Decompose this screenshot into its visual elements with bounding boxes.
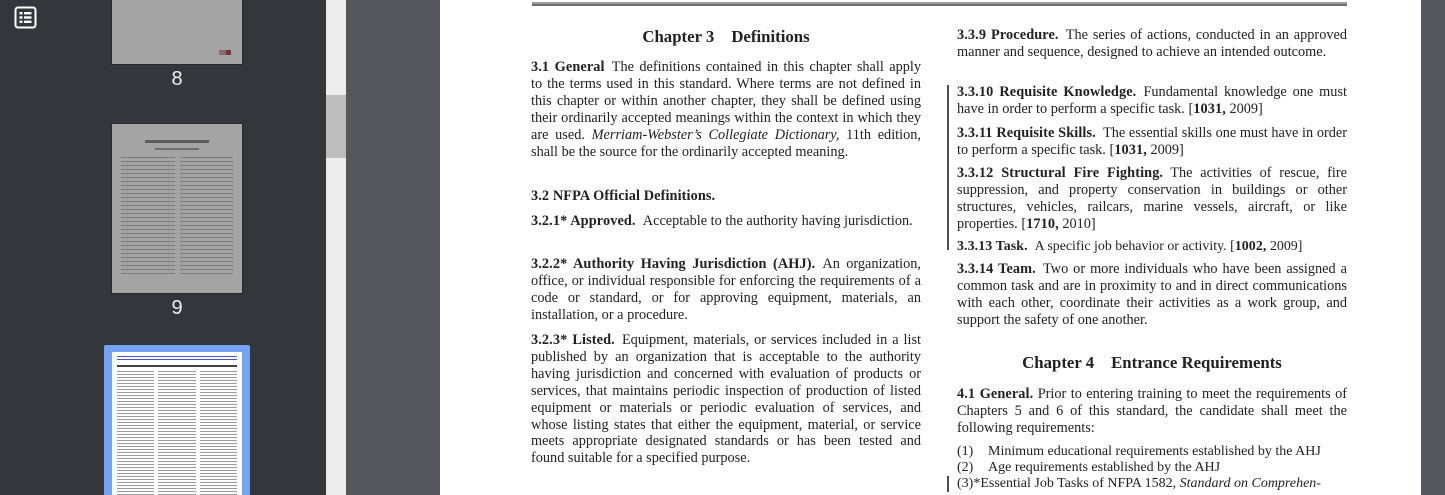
revision-change-bar [947, 476, 949, 492]
section-3-3-13: 3.3.13 Task. A specific job behavior or activity. [1002, 2009] [957, 239, 1303, 254]
preview-hyperlink-lines [117, 356, 237, 362]
nfpa-doc-ref: 1031, [1193, 100, 1226, 117]
page-9-thumbnail[interactable] [112, 124, 242, 293]
sidebar-scrollbar-track[interactable] [326, 0, 346, 495]
nfpa-doc-ref: 1002, [1234, 239, 1267, 254]
current-page-preview [112, 352, 242, 495]
section-3-2-3: 3.2.3* Listed. Equipment, materials, or services included in a list published by an organization that is acceptable to the authority having jurisdiction and concerned with evaluation of products or services, that maintains periodic inspection of production of listed equipment or materials or periodic evaluation of services, and whose listing states that either the equipment, material, or service meets appropriate designated standards or has been tested and found suitable for a specified purpose. [531, 332, 921, 467]
section-3-3-14: 3.3.14 Team. Two or more individuals who have been assigned a common task and are in proximity to and in direct communications with each other, coordinate their activities as a work group, and support the safety of one another. [957, 261, 1347, 328]
page-8-thumbnail[interactable] [112, 0, 242, 64]
italic-reference-title: Standard on Comprehen- [1179, 476, 1321, 491]
page-8-label: 8 [171, 68, 183, 90]
nfpa-doc-ref: 1710, [1026, 215, 1059, 232]
section-3-3-14-label: 3.3.14 Team. [957, 261, 1036, 277]
section-3-2-1: 3.2.1* Approved. Acceptable to the authority having jurisdiction. [531, 213, 913, 229]
thumbnail-panel-toggle-button[interactable] [10, 4, 40, 34]
italic-reference-title: Merriam-Webster’s Collegiate Dictionary, [591, 126, 840, 143]
section-4-1: 4.1 General. Prior to entering training to meet the requirements of Chapters 5 and 6 of this standard, the candidate shall meet the following requirements: [957, 386, 1347, 436]
current-page-thumbnail-selected[interactable] [104, 345, 250, 495]
list-item-1: (1) Minimum educational requirements established by the AHJ [957, 444, 1321, 459]
thumbnail-sidebar [0, 0, 326, 495]
chapter-3-title: Definitions [731, 27, 810, 46]
section-3-1-label: 3.1 General [531, 59, 605, 75]
section-3-3-11-label: 3.3.11 Requisite Skills. [957, 125, 1096, 141]
section-4-1-label: 4.1 General. [957, 386, 1034, 402]
page-header-rule [532, 2, 1347, 6]
section-3-3-13-label: 3.3.13 Task. [957, 239, 1028, 254]
section-3-3-10-label: 3.3.10 Requisite Knowledge. [957, 84, 1137, 100]
chapter-4-heading [957, 353, 1347, 373]
section-3-3-10: 3.3.10 Requisite Knowledge. Fundamental knowledge one must have in order to perform a specific task. [1031, 2009] [957, 84, 1347, 117]
section-3-3-11: 3.3.11 Requisite Skills. The essential skills one must have in order to perform a specific task. [1031, 2009] [957, 125, 1347, 158]
page-8-logo-mark [219, 50, 231, 55]
section-3-2-1-label: 3.2.1* Approved. [531, 213, 636, 229]
list-item-2: (2) Age requirements established by the AHJ [957, 460, 1221, 475]
chapter-3-heading [531, 27, 921, 47]
list-item-3: (3)*Essential Job Tasks of NFPA 1582, Standard on Comprehen- [957, 476, 1321, 491]
page-9-preview [121, 132, 233, 285]
section-3-3-9-label: 3.3.9 Procedure. [957, 27, 1059, 43]
chapter-3-number: Chapter 3 [642, 27, 715, 46]
section-3-2-2-label: 3.2.2* Authority Having Jurisdiction (AHJ). [531, 256, 816, 272]
thumbnail-list-icon [14, 6, 37, 32]
nfpa-doc-ref: 1031, [1114, 141, 1147, 158]
chapter-4-number: Chapter 4 [1022, 353, 1095, 372]
section-3-3-12: 3.3.12 Structural Fire Fighting. The activities of rescue, fire suppression, and property conservation in buildings or other structures, vehicles, railcars, marine vessels, aircraft, or like properties. [1710, 2010] [957, 165, 1347, 232]
sidebar-scrollbar-thumb[interactable] [326, 95, 346, 158]
document-page [440, 0, 1421, 495]
section-3-2-2: 3.2.2* Authority Having Jurisdiction (AHJ). An organization, office, or individual responsible for enforcing the requirements of a code or standard, or for approving equipment, materials, an installation, or a procedure. [531, 256, 922, 323]
section-3-3-9: 3.3.9 Procedure. The series of actions, conducted in an approved manner and sequence, designed to achieve an intended outcome. [957, 27, 1347, 60]
section-3-2-3-label: 3.2.3* Listed. [531, 332, 615, 348]
section-3-1: 3.1 General The definitions contained in this chapter shall apply to the terms used in this standard. Where terms are not defined in this chapter or within another chapter, they shall be defined using their ordinarily accepted meanings within the context in which they are used. Merriam-Webster’s Collegiate Dictionary, 11th edition, shall be the source for the ordinarily accepted meaning. [531, 59, 921, 160]
page-9-label: 9 [171, 297, 183, 319]
chapter-4-title: Entrance Requirements [1111, 353, 1282, 372]
section-3-2-heading: 3.2 NFPA Official Definitions. [531, 188, 716, 204]
section-3-3-12-label: 3.3.12 Structural Fire Fighting. [957, 165, 1164, 181]
revision-change-bar [947, 85, 949, 250]
